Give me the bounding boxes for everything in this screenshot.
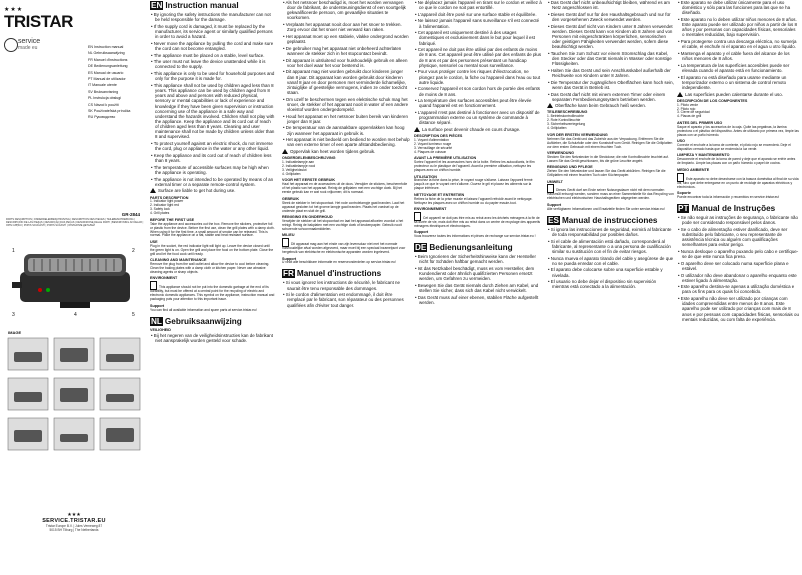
- brand-stars: ★★★: [4, 7, 24, 13]
- part-item: 4. Grillplatten: [547, 126, 567, 131]
- safety-item: • Bewegen Sie das Gerät niemals durch Ziehen am Kabel, und stellen Sie sicher, dass sich das Kabel nicht verwickelt.: [415, 283, 539, 294]
- support-text: U vindt alle beschikbare informatie en reserveonderdelen op service.tristar.eu!: [282, 260, 396, 265]
- safety-item: • If the supply cord is damaged, it must be replaced by the manufacturer, its service agent or similarly qualified persons in order to avoid a hazard.: [151, 23, 273, 40]
- language-code: EN: [151, 1, 163, 10]
- safety-item: • Halten Sie das Gerät und sein Anschlusskabel außerhalb der Reichweite von Kindern unter 8 Jahren.: [548, 67, 671, 79]
- cleaning-heading: REINIGING EN ONDERHOUD: [282, 214, 333, 219]
- safety-item: • This appliance is only to be used for household purposes and only for the purpose it is made for.: [151, 71, 275, 82]
- safety-item: • Het apparaat moet op een stabiele, vlakke ondergrond worden geplaatst.: [283, 33, 409, 45]
- part-item: 2. Voyant lumineux rouge: [414, 141, 452, 146]
- safety-item: • This appliance shall not be used by children aged less than 8 years. This appliance can be used by children aged from 8 years and above and persons with reduced physical, sensory or mental capabilities or lack of experience and knowledge if they have been given supervision or instruction concerning use of the appliance in a safe way and understand the hazards involved. Children shall not play with the appliance. Keep the appliance and its cord out of reach of children aged less than 8 years. Cleaning and user maintenance shall not be made by children unless older than 8 and supervised.: [151, 82, 275, 140]
- safety-item: • Ne laissez jamais l'appareil sans surveillance s'il est connecté à l'alimentation.: [415, 18, 540, 29]
- environment-text: This appliance should not be put into the domestic garbage at the end of its durability, but must be offered at a central point for the recycling of electric and electronic domestic appliances. This symbol on the appliance, instruction manual and packaging puts your attention to this important issue.: [150, 281, 275, 302]
- parts-heading: TEILEBESCHREIBUNG: [547, 110, 588, 115]
- service-logo-icon: [4, 38, 18, 52]
- hot-surface-warning: Surface are liable to get hot during use.: [150, 188, 275, 193]
- part-item: 2. Rote Kontrollleuchte: [547, 118, 581, 123]
- language-item: RU Руководство: [88, 115, 116, 120]
- part-item: 1. Indicatielampje aan: [282, 160, 315, 165]
- section-title: Manuel d'instructions: [296, 269, 382, 279]
- safety-item: • By ignoring the safety instructions the manufacturer can not be held responsible for the damage.: [151, 12, 271, 23]
- language-code: FR: [283, 269, 294, 279]
- footer-stars: ★★★: [67, 512, 81, 518]
- safety-item: • Nunca mueva el aparato tirando del cable y asegúrese de que no se pueda enredar con el cable.: [548, 255, 674, 266]
- language-code: ES: [548, 215, 559, 225]
- environment-text: Dit apparaat mag aan het einde van zijn levensduur niet met het normale huishoudelijke afval worden afgevoerd, maar moet bij een speciaal inzamelpunt voor hergebruik van elektrische en elektronische apparaten worden ingeleverd.: [282, 238, 410, 255]
- environment-heading: MILIEU: [282, 233, 295, 238]
- parts-description-caption: PARTS DESCRIPTION | ONDERDELENBESCHRIJVING | DESCRIPTION DES PIECES | TEILEBESCHREIBUNG | DESCRIPCIÓN DE LAS PIEZAS | DESCRIÇÃO DAS PEÇAS | DESCRIZIONE DELLE PARTI | BESKRIVNING AV DELAR | OPIS CZĘŚCI | POPIS SOUČÁSTÍ | POPIS SÚČASTÍ | ОПИСАНИЕ ДЕТАЛЕЙ: [6, 218, 144, 228]
- safety-item: • The user must not leave the device unattended while it is connected to the supply.: [151, 59, 266, 70]
- section-heading-de: [414, 243, 542, 252]
- cleaning-text: Ziehen Sie den Netzstecker und lassen Sie das Gerät abkühlen. Reinigen Sie die Grillplatten mit einem feuchten Tuch oder Küchenpapier.: [547, 169, 666, 178]
- section-heading-nl: [150, 317, 275, 326]
- safety-item: • Cet appareil ne doit pas être utilisé par des enfants de moins de 8 ans. Cet appareil peut être utilisé par des enfants de plus de 8 ans et par des personnes présentant un handicap physique, sensoriel ou mental sous surveillance.: [415, 47, 542, 68]
- safety-item: • Si vous ignorez les instructions de sécurité, le fabricant ne saurait être tenu responsable des dommages.: [283, 280, 400, 291]
- safety-item: • Dit apparaat mag niet worden gebruikt door kinderen jonger dan 8 jaar. Dit apparaat kan worden gebruikt door kinderen vanaf 8 jaar en door personen met verminderde lichamelijke, zintuiglijke of geestelijke vermogens, indien ze onder toezicht staan.: [283, 69, 408, 95]
- warning-icon: [677, 92, 683, 97]
- company-address-city: 5015 BH Tilburg | The Netherlands: [49, 528, 99, 533]
- before-use-heading: VOR DER ERSTEN VERWENDUNG: [547, 132, 608, 137]
- language-item: SK Používateľská príručka: [88, 109, 131, 114]
- environment-text: Dieses Gerät darf am Ende seiner Nutzungsdauer nicht mit dem normalen Hausmüll entsorgt werden, sondern muss an einer Sammelstelle für das Recycling von elektrischen und elektronischen Haushaltsgeräten abgegeben werden.: [547, 184, 674, 201]
- model-number: GR-2844: [121, 212, 140, 217]
- environment-heading: ENVIRONNEMENT: [414, 207, 447, 212]
- image-label: IMAGE: [8, 330, 22, 335]
- language-code: DE: [415, 243, 427, 253]
- use-text: Branchez la fiche dans la prise, le voyant rouge s'allume. Laissez l'appareil fermé jusqu'à ce que le voyant vert s'allume. Ouvrez le gril et placez les aliments sur la plaque inférieure.: [414, 178, 533, 191]
- warning-icon: [282, 149, 288, 154]
- section-heading-pt: [677, 204, 799, 213]
- before-use-heading: ANTES DEL PRIMER USO: [677, 120, 723, 125]
- safety-item: • Beim Ignorieren der Sicherheitshinweise kann der Hersteller nicht für Schäden haftbar gemacht werden.: [415, 254, 536, 265]
- support-text: You can find all available information and spare parts at service.tristar.eu!: [150, 307, 257, 312]
- brand-logo: [4, 6, 73, 30]
- language-item: EN Instruction manual: [88, 45, 124, 49]
- safety-item: • Dit apparaat is uitsluitend voor huishoudelijk gebruik en alleen voor het doel waar het voor bestemd is.: [283, 57, 408, 68]
- hot-surface-warning: Oppervlak kan heet worden tijdens gebruik.: [282, 149, 410, 154]
- safety-item: • To protect yourself against an electric shock, do not immerse the cord, plug or appliance in the water or any other liquid.: [151, 141, 273, 152]
- use-heading: GEBRUIK: [282, 196, 300, 201]
- hot-surface-warning: La surface peut devenir chaude en cours d'usage.: [414, 127, 542, 132]
- cleaning-text: Desconecte el enchufe de la toma de pared y deje que el aparato se enfríe antes de limpiarlo. Limpie las placas con un paño húmedo o papel de cocina.: [677, 157, 796, 166]
- safety-item: • Het apparaat is niet bedoeld om bediend te worden met behulp van een externe timer of een aparte afstandsbediening.: [283, 137, 410, 148]
- language-item: NL Gebruiksaanwijzing: [88, 51, 125, 56]
- text-column-5: [677, 0, 799, 575]
- safety-item: • Bij het negeren van de veiligheidsinstructies kan de fabrikant niet aansprakelijk worden gesteld voor schade.: [151, 332, 273, 343]
- parts-heading: DESCRIPTION DES PIÈCES: [414, 134, 463, 139]
- safety-item: • El usuario no debe dejar el dispositivo sin supervisión mientras está conectado a la alimentación.: [548, 279, 657, 290]
- parts-heading: DESCRIPCIÓN DE LOS COMPONENTES: [677, 98, 748, 103]
- before-use-heading: AVANT LA PREMIÈRE UTILISATION: [414, 156, 477, 161]
- safety-item: • Si ignora las instrucciones de seguridad, eximirá al fabricante de toda responsabilidad por posibles daños.: [548, 226, 672, 237]
- safety-item: • Ist das Netzkabel beschädigt, muss es vom Hersteller, dem Kundendienst oder ähnlich qualifizierten Personen ersetzt werden, um Gefahren zu vermeiden.: [415, 266, 535, 282]
- language-code: PT: [678, 203, 689, 213]
- support-text: Vous trouverez toutes les informations et pièces de rechange sur service.tristar.eu !: [414, 234, 536, 239]
- use-heading: USE: [150, 239, 158, 244]
- service-website[interactable]: SERVICE.TRISTAR.EU: [42, 518, 106, 524]
- safety-item: • Este aparelho não deve ser utilizado por crianças com idades compreendidas entre menos de 8 anos. Este aparelho pode ser utilizado por crianças com mais de 8 anos e por pessoas com capacidades físicas, sensoriais ou mentais reduzidas, ou com falta de experiência.: [678, 296, 799, 322]
- support-heading: Support: [414, 230, 429, 235]
- safety-item: • Si el cable de alimentación está dañado, corresponderá al fabricante, al representante o a una persona de cualificación similar su sustitución con el fin de evitar riesgos.: [548, 238, 671, 254]
- cleaning-text: Retirez la fiche de la prise murale et laissez l'appareil refroidir avant le nettoyage. Nettoyez les plaques avec un chiffon humide ou du papier essuie-tout.: [414, 196, 533, 205]
- part-item: 1. Piloto verde: [677, 102, 699, 107]
- support-text: Alle verfügbaren Informationen und Ersatzteile finden Sie unter service.tristar.eu!: [547, 206, 665, 211]
- safety-heading: VEILIGHEID: [150, 327, 171, 332]
- text-column-3: [414, 0, 542, 575]
- support-heading: Soporte: [677, 191, 691, 196]
- safety-item: • El aparato debe colocarse sobre una superficie estable y nivelada.: [548, 267, 663, 278]
- section-title: Manual de instrucciones: [561, 215, 658, 225]
- safety-item: • Om uzelf te beschermen tegen een elektrische schok mag het snoer, de stekker of het apparaat nooit in water of een andere vloeistof worden ondergedompeld.: [283, 96, 409, 112]
- part-item: 4. Grillplaten: [282, 171, 301, 176]
- part-item: 3. Safety lock: [150, 207, 170, 212]
- environment-heading: UMWELT: [547, 179, 563, 184]
- before-use-heading: VOOR HET EERSTE GEBRUIK: [282, 178, 336, 183]
- section-title: Gebruiksaanwijzing: [164, 316, 242, 326]
- before-use-text: Nehmen Sie das Gerät und das Zubehör aus der Verpackung. Entfernen Sie die Aufkleber, die Schutzfolie oder den Kunststoff vom Gerät. Reinigen Sie die Grillplatten vor dem ersten Gebrauch mit einem feuchten Tuch.: [547, 136, 673, 149]
- safety-item: • El aparato no está diseñado para usarse mediante un temporizador externo o un sistema de control remoto independiente.: [678, 74, 787, 90]
- cleaning-text: Remove the plug from the wall outlet and allow the device to cool before cleaning. Clean the baking plates with a damp cloth or kitchen paper. Never use abrasive cleaning agents or sharp objects.: [150, 262, 270, 275]
- safety-item: • Keep the appliance and its cord out of reach of children less than 8 years.: [151, 152, 272, 164]
- part-item: 2. Indicatielampje rood: [282, 164, 316, 169]
- callout-label: 5: [132, 312, 135, 318]
- safety-item: • Se não seguir as instruções de segurança, o fabricante não pode ser considerado responsável pelos danos.: [678, 214, 798, 226]
- hot-surface-warning: Oberfläche kann beim Gebrauch heiß werden.: [547, 103, 674, 108]
- safety-item: • Das Gerät muss auf einer ebenen, stabilen Fläche aufgestellt werden.: [415, 294, 539, 306]
- contact-grill-image: [10, 232, 140, 322]
- before-use-text: Take the appliance and accessories out the box. Remove the stickers, protective foil or plastic from the device. Before the first use, clean the grill plates with a damp cloth. When using it for the first time, a small amount of smoke can be released. This is normal. Place the appliance on a flat, stable and heat resistant surface.: [150, 221, 275, 238]
- environment-text: Este aparato no debe desecharse con la basura doméstica al final de su vida útil, sino que debe entregarse en un punto de reciclaje de aparatos eléctricos y electrónicos.: [677, 173, 799, 190]
- safety-item: • Ne déplacez jamais l'appareil en tirant sur le cordon et veillez à ce que le cordon ne soit pas entortillé.: [415, 0, 542, 11]
- safety-item: • Pour vous protéger contre les risques d'électrocution, ne plongez pas le cordon, la fiche ou l'appareil dans l'eau ou tout autre liquide.: [415, 69, 541, 85]
- use-text: Conecte el enchufe a la toma de corriente, el piloto rojo se encenderá. Deje el dispositivo cerrado hasta que se encienda la luz verde.: [677, 143, 791, 151]
- safety-item: • Este aparato no lo deben utilizar niños menores de 8 años. Este aparato puede ser utilizado por niños a partir de los 8 años y por personas con capacidades físicas, sensoriales o mentales reducidas, bajo supervisión.: [678, 16, 797, 38]
- cover-footer: [4, 512, 144, 532]
- language-list: [88, 44, 146, 121]
- callout-label: 2: [132, 248, 135, 254]
- service-bottom: made eu: [18, 45, 38, 51]
- section-heading-en: [150, 1, 275, 10]
- cover-column: [0, 0, 146, 575]
- part-item: 4. Grill plates: [150, 211, 170, 216]
- section-title: Bedienungsanleitung: [429, 243, 513, 253]
- environment-heading: ENVIRONMENT: [150, 276, 178, 281]
- callout-label: 4: [74, 312, 77, 318]
- use-text: Stecken Sie den Netzstecker in die Steckdose; die rote Kontrollleuchte leuchtet auf. Lassen Sie das Gerät geschlossen, bis die grüne Leuchte angeht.: [547, 154, 669, 163]
- safety-item: • Se o cabo de alimentação estiver danificado, deve ser substituído pelo fabricante, o seu representante de assistência técnica ou alguém com qualificações semelhantes para evitar perigo.: [678, 226, 788, 248]
- language-item: ES Manual de usuario: [88, 70, 124, 75]
- safety-item: • Houd het apparaat en het netsnoer buiten bereik van kinderen jonger dan 8 jaar.: [283, 113, 408, 124]
- parts-heading: PARTS DESCRIPTION: [150, 195, 189, 200]
- safety-item: • Conservez l'appareil et son cordon hors de portée des enfants de moins de 8 ans.: [415, 86, 541, 97]
- warning-icon: [150, 188, 156, 193]
- before-use-text: Saque el aparato y los accesorios de la caja. Quite las pegatinas, la lámina protectora o el plástico del dispositivo. Antes de utilizarlo por primera vez, limpie las placas con un paño húmedo.: [677, 124, 799, 137]
- use-text: Steek de stekker in het stopcontact. Het rode controlelampje gaat branden. Laat het apparaat gesloten tot het groene lampje gaat branden. Plaats het voedsel op de onderste plaat en sluit de grill.: [282, 200, 405, 213]
- cleaning-heading: NETTOYAGE ET ENTRETIEN: [414, 192, 465, 197]
- cleaning-heading: CLEANING AND MAINTENANCE: [150, 258, 207, 263]
- language-item: IT Manuale utente: [88, 83, 117, 88]
- part-item: 3. Verrouillage de sécurité: [414, 145, 453, 150]
- section-heading-es: [547, 216, 674, 225]
- part-item: 3. Sicherheitsverriegelung: [547, 122, 586, 127]
- use-text: Plug in the socket, the red indicator light will light up. Leave the device closed until the green light is on. Open the grill and place the food on the bottom plate. Close the grill and let the food cook until ready.: [150, 243, 274, 256]
- safety-item: • O aparelho deve ser colocado numa superfície plana e estável.: [678, 260, 789, 271]
- part-item: 1. Indicator light power: [150, 199, 184, 204]
- callout-label: 3: [12, 312, 15, 318]
- text-column-4: [547, 0, 674, 575]
- brand-name: TRISTAR: [4, 12, 73, 31]
- before-use-text: Haal het apparaat en de accessoires uit de doos. Verwijder de stickers, beschermfolie of het plastic van het apparaat. Reinig de grillplaten met een vochtige doek. Bij het eerste gebruik kan er wat rook vrijkomen; dit is normaal.: [282, 182, 408, 195]
- safety-item: • Mantenga el aparato y el cable fuera del alcance de los niños menores de 8 años.: [678, 50, 790, 62]
- use-heading: VERWENDUNG: [547, 150, 574, 155]
- language-code: NL: [151, 316, 162, 326]
- company-address: Tristar Europe B.V. | Jules Verneweg 87: [45, 524, 103, 528]
- text-column-1: [150, 0, 275, 575]
- safety-item: • O utilizador não deve abandonar o aparelho enquanto este estiver ligado à alimentação.: [678, 272, 797, 283]
- before-use-heading: BEFORE THE FIRST USE: [150, 217, 195, 222]
- hot-surface-warning: Las superficies pueden calentarse durante el uso.: [677, 92, 799, 97]
- support-heading: Support: [547, 202, 562, 207]
- safety-item: • L'appareil doit être posé sur une surface stable et équilibrée.: [415, 11, 537, 17]
- text-column-2: [282, 0, 410, 575]
- safety-item: • Para protegerse contra una descarga eléctrica, no sumerja el cable, el enchufe ni el aparato en el agua u otro líquido.: [678, 39, 797, 50]
- environment-heading: MEDIO AMBIENTE: [677, 167, 710, 172]
- usage-illustrations: [6, 326, 144, 466]
- language-item: PT Manual de utilizador: [88, 77, 126, 82]
- part-item: 1. Voyant d'alimentation: [414, 138, 449, 142]
- service-logo: [18, 38, 40, 51]
- safety-item: • Tauchen Sie zum Schutz vor einem Stromschlag das Kabel, den Stecker oder das Gerät niemals in Wasser oder sonstige Flüssigkeiten.: [548, 50, 672, 67]
- section-heading-fr: [282, 269, 410, 278]
- support-text: Puede encontrar toda la información y recambios en service.tristar.eu!: [677, 194, 780, 199]
- safety-item: • The appliance must be placed on a stable, level surface.: [151, 52, 265, 58]
- safety-item: • The appliance is not intended to be operated by means of an external timer or a separate remote-control system.: [151, 176, 274, 187]
- safety-item: • Nunca desloque o aparelho puxando pelo cabo e certifique-se de que este nunca fica preso.: [678, 248, 799, 260]
- service-top: service: [18, 38, 41, 45]
- part-item: 2. Indicator light red: [150, 203, 179, 208]
- safety-item: • La temperatura de las superficies accesibles puede ser elevada cuando el aparato está en funcionamiento.: [678, 62, 790, 73]
- part-item: 2. Piloto rojo: [677, 106, 696, 111]
- part-item: 3. Cierre de seguridad: [677, 110, 710, 115]
- safety-item: • Das Gerät darf nicht unbeaufsichtigt bleiben, während es am Netz angeschlossen ist.: [548, 0, 670, 11]
- section-title: Instruction manual: [165, 1, 239, 10]
- safety-item: • De gebruiker mag het apparaat niet onbeheerd achterlaten wanneer de stekker zich in het stopcontact bevindt.: [283, 45, 402, 56]
- safety-item: • L'appareil n'est pas destiné à fonctionner avec un dispositif de programmation externe ou un système de commande à distance séparé.: [415, 109, 540, 126]
- part-item: 4. Plaques de cuisson: [414, 149, 447, 154]
- cleaning-text: Verwijder de stekker uit het stopcontact en laat het apparaat afkoelen voordat u het reinigt. Reinig de bakplaten met een vochtige doek of keukenpapier. Gebruik nooit schurende schoonmaakmiddelen.: [282, 218, 404, 231]
- safety-item: • La température des surfaces accessibles peut être élevée quand l'appareil est en fonctionnement.: [415, 98, 532, 109]
- safety-item: • Verplaats het apparaat nooit door aan het snoer te trekken. Zorg ervoor dat het snoer niet verward kan raken.: [283, 22, 402, 33]
- callout-label: 1: [12, 248, 15, 254]
- safety-item: • Dieses Gerät darf nur für den Haushaltsgebrauch und nur für den vorgesehenen Zweck verwendet werden.: [548, 11, 671, 22]
- language-item: SV Bruksanvisning: [88, 89, 119, 94]
- environment-text: Cet appareil ne doit pas être mis au rebut avec les déchets ménagers à la fin de sa durée de vie, mais doit être mis au rebut dans un centre de recyclage des appareils ménagers électriques et électroniques.: [414, 212, 542, 229]
- safety-item: • Dieses Gerät darf nicht von Kindern unter 8 Jahren verwendet werden. Dieses Gerät kann von Kindern ab 8 Jahren und von Personen mit eingeschränkten körperlichen, sensorischen oder geistigen Fähigkeiten verwendet werden, sofern diese beaufsichtigt werden.: [548, 23, 673, 50]
- language-item: DE Bedienungsanleitung: [88, 64, 128, 69]
- support-heading: Support: [282, 256, 297, 261]
- support-heading: Support: [150, 303, 165, 308]
- parts-heading: ONDERDELENBESCHRIJVING: [282, 156, 336, 161]
- before-use-text: Sortez l'appareil et les accessoires hors de la boîte. Retirez les autocollants, le film protecteur ou le plastique de l'appareil. Avant la première utilisation, nettoyez les plaques avec un chiffon humide.: [414, 160, 535, 173]
- part-item: 1. Betriebskontrollleuchte: [547, 114, 585, 119]
- safety-item: • Si le cordon d'alimentation est endommagé, il doit être remplacé par le fabricant, son réparateur ou des personnes qualifiées afin d'éviter tout danger.: [283, 292, 404, 308]
- safety-item: • Este aparelho destina-se apenas a utilização doméstica e para os fins para os quais foi concebido.: [678, 284, 795, 295]
- safety-item: • De temperatuur van de aanraakbare oppervlakken kan hoog zijn wanneer het apparaat in gebruik is.: [283, 125, 405, 136]
- safety-item: • Als het netsnoer beschadigd is, moet het worden vervangen door de fabrikant, de ondersteuningsdienst of een soortgelijk gekwalificeerde persoon, om gevaarlijke situaties te voorkomen.: [283, 0, 406, 21]
- safety-item: • Die Temperatur der zugänglichen Oberflächen kann hoch sein, wenn das Gerät in Betrieb ist.: [548, 79, 674, 90]
- cleaning-heading: REINIGUNG UND PFLEGE: [547, 165, 593, 170]
- cleaning-heading: LIMPIEZA Y MANTENIMIENTO: [677, 153, 730, 158]
- part-item: 4. Placas de grill: [677, 114, 702, 119]
- safety-item: • Never move the appliance by pulling the cord and make sure the cord can not become entangled.: [151, 40, 274, 51]
- language-item: CS Návod k použití: [88, 102, 119, 107]
- section-title: Manual de Instruções: [691, 203, 776, 213]
- safety-item: • Cet appareil est uniquement destiné à des usages domestiques et exclusivement dans le but pour lequel il est fabriqué.: [415, 30, 535, 46]
- safety-item: • Das Gerät darf nicht mit einem externen Timer oder einem separaten Fernbedienungssystem betrieben werden.: [548, 91, 666, 102]
- use-heading: USO: [677, 139, 685, 144]
- warning-icon: [414, 127, 420, 132]
- warning-icon: [547, 103, 553, 108]
- language-item: PL Instrukcja obsługi: [88, 96, 122, 101]
- safety-item: • Este aparato se debe utilizar únicamente para el uso doméstico y sólo para las funciones para las que se ha diseñado.: [678, 0, 791, 16]
- part-item: 3. Veiligheidsslot: [282, 168, 307, 173]
- language-item: FR Manuel d'instructions: [88, 57, 128, 62]
- use-heading: UTILISATION: [414, 174, 437, 179]
- safety-item: • The temperature of accessible surfaces may be high when the appliance is operating.: [151, 164, 269, 175]
